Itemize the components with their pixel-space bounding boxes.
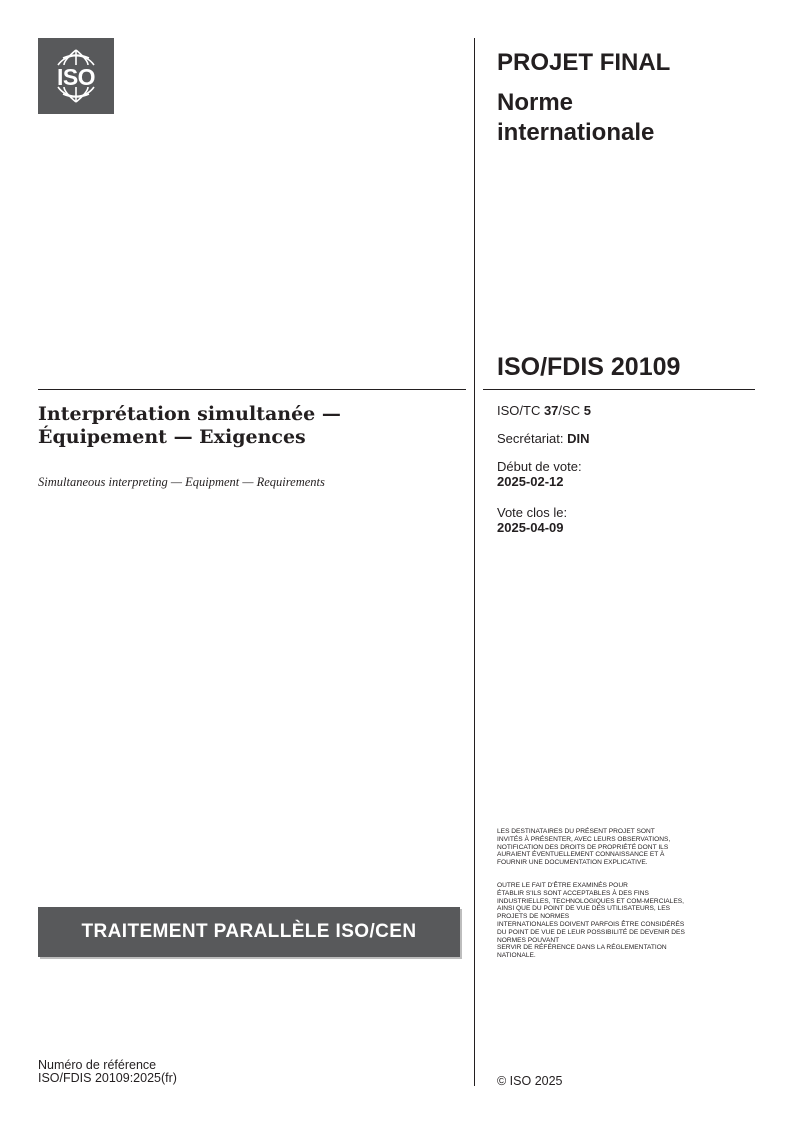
notice-line: INTERNATIONALES DOIVENT PARFOIS ÊTRE CONSIDÉRÉS [497, 920, 685, 928]
reference-label: Numéro de référence [38, 1058, 157, 1072]
horizontal-divider-left [38, 389, 466, 390]
vote-end-date: 2025-04-09 [497, 520, 564, 535]
notice-line: NORMES POUVANT [497, 936, 560, 944]
reference-number: ISO/FDIS 20109:2025(fr) [38, 1071, 177, 1085]
logo-text: ISO [56, 64, 96, 90]
vote-end [497, 505, 567, 535]
parallel-processing-banner [38, 907, 460, 957]
sc-prefix: /SC [558, 403, 584, 418]
french-title-line-1: Interprétation simultanée — [38, 403, 341, 425]
notice-line: ÉTABLIR S'ILS SONT ACCEPTABLES À DES FINS [497, 889, 649, 897]
document-status: PROJET FINAL [497, 49, 671, 76]
notice-line: PROJETS DE NORMES [497, 913, 570, 921]
document-type-line-2: internationale [497, 119, 655, 146]
secretariat-value: DIN [567, 431, 590, 446]
secretariat-label: Secrétariat: [497, 431, 568, 446]
notice-line: DU POINT DE VUE DE LEUR POSSIBILITÉ DE DEVENIR DES [497, 928, 685, 936]
document-type-line-1: Norme [497, 89, 574, 116]
english-title: Simultaneous interpreting — Equipment — Requirements [38, 475, 325, 489]
vertical-divider [474, 38, 475, 1086]
notice-paragraph-2 [497, 882, 757, 960]
horizontal-divider-right [483, 389, 755, 390]
notice-line: INVITÉS À PRÉSENTER, AVEC LEURS OBSERVATIONS, [497, 835, 671, 843]
notice-paragraph-1 [497, 828, 757, 867]
iso-logo [38, 38, 114, 114]
notice-line: SERVIR DE RÉFÉRENCE DANS LA RÉGLEMENTATION [497, 944, 667, 952]
vote-start [497, 459, 582, 489]
document-number: ISO/FDIS 20109 [497, 353, 681, 381]
notice-line: AURAIENT ÉVENTUELLEMENT CONNAISSANCE ET À [497, 851, 665, 859]
vote-start-label: Début de vote: [497, 459, 582, 474]
copyright: © ISO 2025 [497, 1074, 563, 1088]
notice-line: AINSI QUE DU POINT DE VUE DES UTILISATEURS, LES [497, 905, 671, 913]
iso-globe-logo-icon [38, 38, 114, 114]
french-title [38, 403, 458, 449]
notice-line: NOTIFICATION DES DROITS DE PROPRIÉTÉ DONT ILS [497, 843, 669, 851]
tc-number: 37 [543, 403, 559, 418]
french-title-line-2: Équipement — Exigences [38, 426, 306, 448]
parallel-processing-text: TRAITEMENT PARALLÈLE ISO/CEN [81, 921, 417, 942]
tc-prefix: ISO/TC [497, 403, 544, 418]
vote-start-date: 2025-02-12 [497, 474, 564, 489]
document-type [497, 88, 767, 148]
notice-line: OUTRE LE FAIT D'ÊTRE EXAMINÉS POUR [497, 882, 628, 889]
secretariat [497, 431, 589, 446]
notice-line: LES DESTINATAIRES DU PRÉSENT PROJET SONT [497, 828, 655, 835]
vote-end-label: Vote clos le: [497, 505, 568, 520]
notice-line: INDUSTRIELLES, TECHNOLOGIQUES ET COM-MERCIALES, [497, 897, 684, 905]
committee-reference [497, 403, 591, 418]
sc-number: 5 [583, 403, 591, 418]
notice-line: FOURNIR UNE DOCUMENTATION EXPLICATIVE. [497, 859, 648, 867]
notice-line: NATIONALE. [497, 952, 536, 960]
